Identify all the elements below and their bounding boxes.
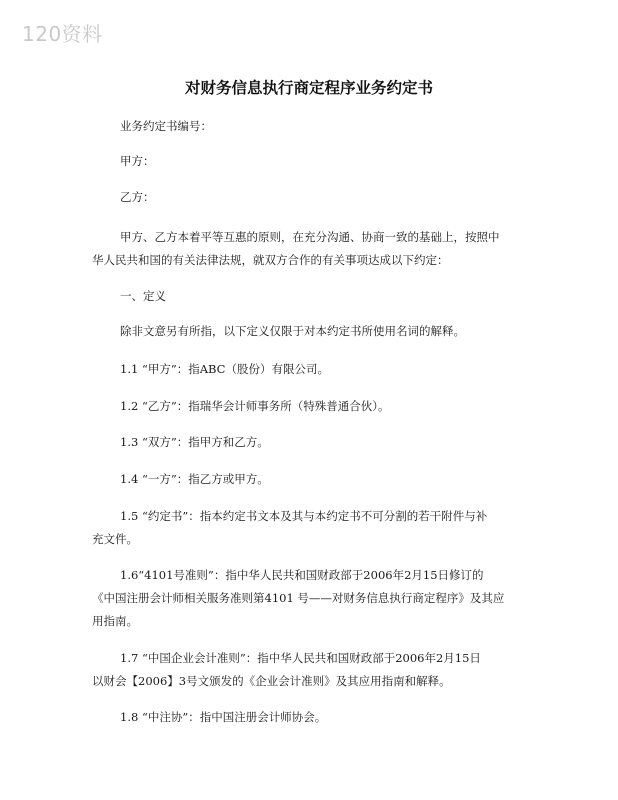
clause-1-3: 1.3 “双方”：指甲方和乙方。 — [120, 435, 269, 449]
section-heading-definitions: 一、定义 — [120, 289, 166, 303]
clause-1-4: 1.4 “一方”：指乙方或甲方。 — [120, 472, 269, 486]
document-title: 对财务信息执行商定程序业务约定书 — [184, 79, 433, 97]
clause-1-6-line-1: 1.6“4101号准则”：指中华人民共和国财政部于2006年2月15日修订的 — [120, 568, 484, 582]
clause-1-7-line-1: 1.7 “中国企业会计准则”：指中华人民共和国财政部于2006年2月15日 — [120, 651, 481, 665]
definitions-intro: 除非文意另有所指，以下定义仅限于对本约定书所使用名词的解释。 — [120, 324, 465, 338]
preamble-line-1: 甲方、乙方本着平等互惠的原则，在充分沟通、协商一致的基础上，按照中 — [120, 230, 500, 244]
preamble-line-2: 华人民共和国的有关法律法规，就双方合作的有关事项达成以下约定： — [92, 253, 449, 267]
clause-1-2: 1.2 “乙方”：指瑞华会计师事务所（特殊普通合伙）。 — [120, 399, 390, 413]
clause-1-6-line-2: 《中国注册会计师相关服务准则第4101 号——对财务信息执行商定程序》及其应 — [92, 591, 505, 605]
clause-1-8: 1.8 “中注协”：指中国注册会计师协会。 — [120, 710, 327, 724]
clause-1-5-line-1: 1.5 “约定书”：指本约定书文本及其与本约定书不可分割的若干附件与补 — [120, 509, 488, 523]
clause-1-6-line-3: 用指南。 — [92, 614, 138, 628]
watermark: 120资料 — [22, 22, 103, 46]
clause-1-1: 1.1 “甲方”：指ABC（股份）有限公司。 — [120, 362, 329, 376]
contract-number-label: 业务约定书编号： — [120, 119, 212, 133]
party-a-label: 甲方： — [120, 154, 155, 168]
party-b-label: 乙方： — [120, 190, 155, 204]
clause-1-7-line-2: 以财会【2006】3号文颁发的《企业会计准则》及其应用指南和解释。 — [92, 674, 451, 688]
clause-1-5-line-2: 充文件。 — [92, 532, 138, 546]
